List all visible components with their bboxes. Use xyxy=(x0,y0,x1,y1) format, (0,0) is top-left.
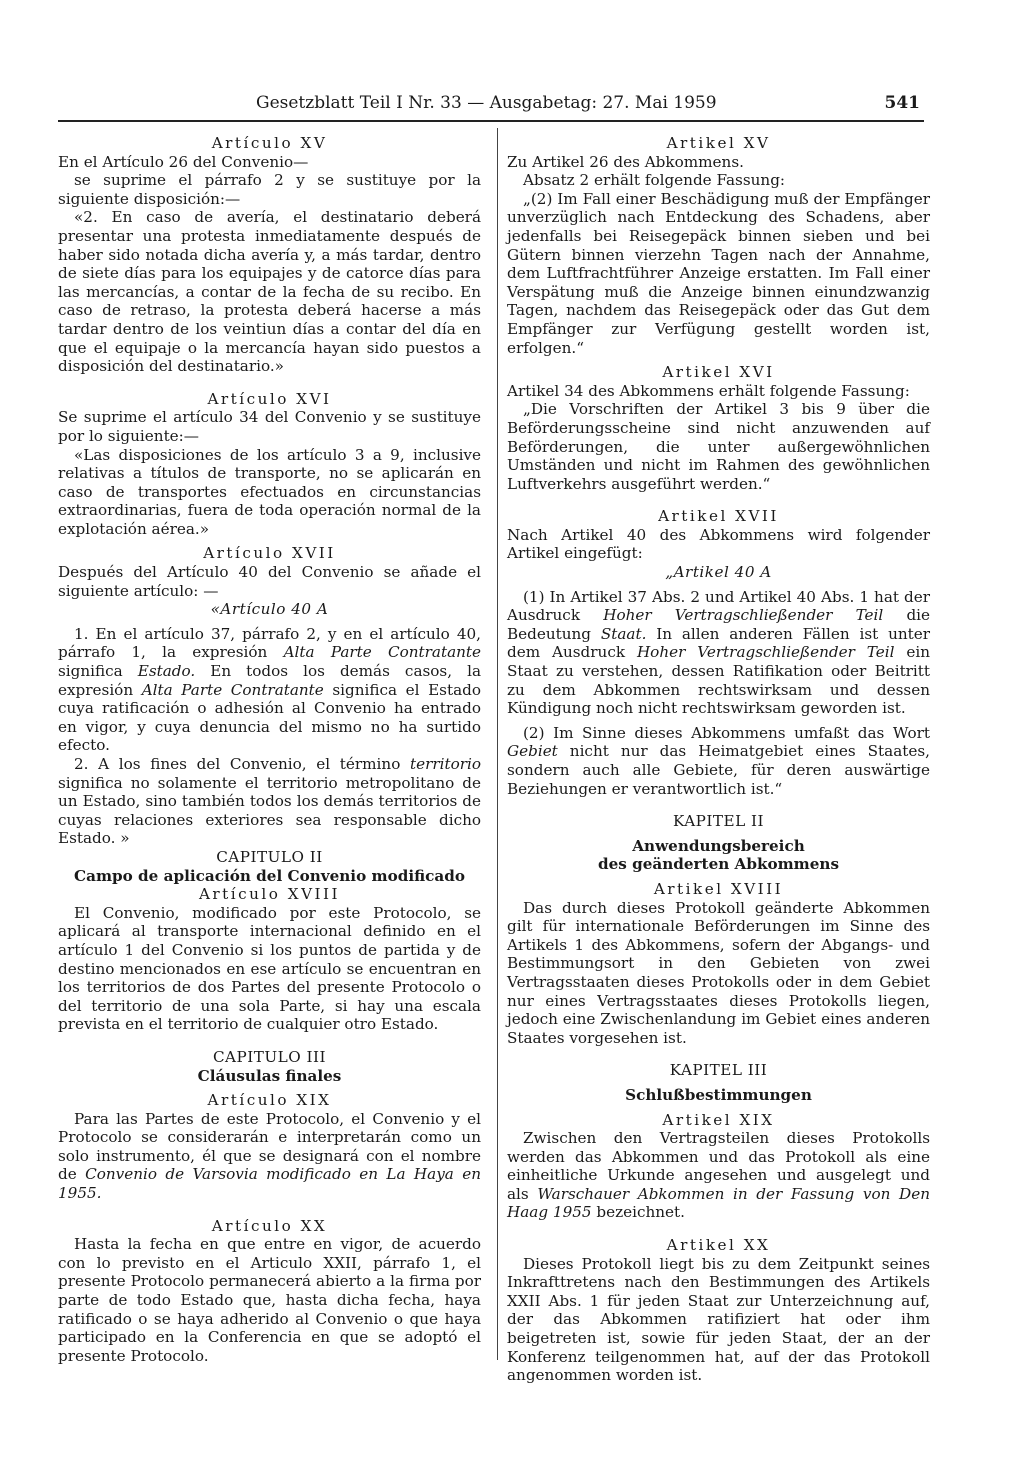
articulo-17-heading: Artículo XVII xyxy=(203,544,336,563)
artikel-15-heading: Artikel XV xyxy=(666,134,771,152)
articulo-20-text: Hasta la fecha en que entre en vigor, de acuerdo con lo previsto en el Articulo XXII, párrafo 1, el presente Protocolo permanecerá abierto a la firma por parte de todo Estado que, hasta dicha fecha, haya ratificado o se haya adherido al Convenio o que haya participado en la Conferencia en que se adoptó el presente Protocolo. xyxy=(58,1235,481,1365)
kapitel-3-heading: KAPITEL III xyxy=(669,1061,768,1080)
articulo-17-paragraph-1: 1. En el artículo 37, párrafo 2, y en el artículo 40, párrafo 1, la expresión Alta Parte Contratante significa Estado. En todos los demás casos, la expresión Alta Parte Contratante significa el Estado cuya ratificación o adhesión al Convenio ha entrado en vigor, y cuya denuncia del mismo no ha surtido efecto. xyxy=(58,624,482,755)
artikel-17-intro: Nach Artikel 40 des Abkommens wird folgender Artikel eingefügt: xyxy=(507,525,930,563)
artikel-17-paragraph-1: (1) In Artikel 37 Abs. 2 und Artikel 40 Abs. 1 hat der Ausdruck Hoher Vertragschließender Teil die Bedeutung Staat. In allen anderen Fällen ist unter dem Ausdruck Hoher Vertragschließender Teil ein Staat zu verstehen, dessen Ratifikation oder Beitritt zu dem Abkommen rechtswirksam und dessen Kündigung noch nicht rechtswirksam geworden ist. xyxy=(507,587,931,718)
articulo-40a-subheading: «Artículo 40 A xyxy=(210,600,329,619)
artikel-19-heading: Artikel XIX xyxy=(662,1110,775,1129)
articulo-16-quote: «Las disposiciones de los artículo 3 a 9, inclusive relativas a títulos de transporte, no se aplicarán en caso de transportes efectuados en circunstancias extraordinarias, fuera de toda operación normal de la explotación aérea.» xyxy=(58,445,481,538)
capitulo-3-title: Cláusulas finales xyxy=(197,1066,342,1085)
column-divider xyxy=(497,128,498,1360)
capitulo-2-heading: CAPITULO II xyxy=(216,847,323,866)
page-header xyxy=(58,92,924,122)
capitulo-3-heading: CAPITULO III xyxy=(212,1047,327,1066)
articulo-17-paragraph-2: 2. A los fines del Convenio, el término territorio significa no solamente el territorio metropolitano de un Estado, sino también todos los demás territorios de cuyas relaciones exteriores sea responsable dicho Estado. » xyxy=(58,755,481,848)
page-number: 541 xyxy=(884,93,920,113)
capitulo-2-title: Campo de aplicación del Convenio modificado xyxy=(74,866,465,885)
artikel-18-heading: Artikel XVIII xyxy=(653,879,784,898)
articulo-18-heading: Artículo XVIII xyxy=(198,885,341,904)
articulo-15-text: «2. En caso de avería, el destinatario deberá presentar una protesta inmediatamente después de haber sido notada dicha avería y, a más tardar, dentro de siete días para los equipajes y de catorce días para las mercancías, a contar de la fecha de su recibo. En caso de retraso, la protesta deberá hacerse a más tardar dentro de los veintiun días a contar del día en que el equipaje o la mercancía hayan sido puestos a disposición del destinatario.» xyxy=(58,208,481,376)
articulo-15-line1: se suprime el párrafo 2 y se sustituye por la siguiente disposición:— xyxy=(58,171,481,208)
artikel-15-intro: Zu Artikel 26 des Abkommens. xyxy=(507,152,744,171)
german-column xyxy=(507,134,930,1385)
kapitel-2-heading: KAPITEL II xyxy=(672,812,765,831)
artikel-16-intro: Artikel 34 des Abkommens erhält folgende Fassung: xyxy=(507,381,910,400)
spanish-column xyxy=(58,134,481,1365)
articulo-18-text: El Convenio, modificado por este Protocolo, se aplicará al transporte internacional definido en el artículo 1 del Convenio si los puntos de partida y de destino mencionados en ese artículo se encuentran en los territorios de dos Partes del presente Protocolo o del territorio de una sola Parte, si hay una escala prevista en el territorio de cualquier otro Estado. xyxy=(58,903,481,1034)
kapitel-2-title-line2: des geänderten Abkommens xyxy=(597,855,840,874)
articulo-19-text: Para las Partes de este Protocolo, el Convenio y el Protocolo se considerarán e interpretarán como un solo instrumento, él que se designará con el nombre de Convenio de Varsovia modificado en La Haya en 1955. xyxy=(58,1109,481,1203)
artikel-20-text: Dieses Protokoll liegt bis zu dem Zeitpunkt seines Inkrafttretens nach den Bestimmungen des Artikels XXII Abs. 1 für jeden Staat zur Unterzeichnung auf, der das Abkommen ratifiziert hat oder ihm beigetreten ist, sowie für jeden Staat, der an der Konferenz teilgenommen hat, auf der das Protokoll angenommen worden ist. xyxy=(507,1254,930,1385)
artikel-40a-subheading: „Artikel 40 A xyxy=(665,563,772,582)
articulo-16-heading: Artículo XVI xyxy=(207,389,332,408)
artikel-18-text: Das durch dieses Protokoll geänderte Abkommen gilt für internationale Beförderungen im Sinne des Artikels 1 des Abkommens, sofern der Abgangs- und Bestimmungsort in den Gebieten von zwei Vertragsstaaten dieses Protokolls oder in dem Gebiet nur eines Vertragsstaates dieses Protokolls liegen, jedoch eine Zwischenlandung im Gebiet eines anderen Staates vorgesehen ist. xyxy=(507,898,930,1047)
artikel-19-text: Zwischen den Vertragsteilen dieses Protokolls werden das Abkommen und das Protokoll als eine einheitliche Urkunde angesehen und ausgelegt und als Warschauer Abkommen in der Fassung von Den Haag 1955 bezeichnet. xyxy=(507,1129,930,1222)
artikel-17-heading: Artikel XVII xyxy=(658,507,779,526)
articulo-20-heading: Artículo XX xyxy=(211,1216,328,1235)
kapitel-3-title: Schlußbestimmungen xyxy=(625,1085,812,1104)
articulo-17-intro: Después del Artículo 40 del Convenio se añade el siguiente artículo: — xyxy=(58,563,481,600)
articulo-15-heading: Artículo XV xyxy=(211,134,328,152)
articulo-16-intro: Se suprime el artículo 34 del Convenio y se sustituye por lo siguiente:— xyxy=(58,408,481,445)
articulo-19-heading: Artículo XIX xyxy=(207,1091,332,1110)
artikel-20-heading: Artikel XX xyxy=(666,1236,771,1255)
kapitel-2-title-line1: Anwendungsbereich xyxy=(632,836,805,855)
artikel-16-quote: „Die Vorschriften der Artikel 3 bis 9 über die Beförderungsscheine sind nicht anzuwenden auf Beförderungen, die unter außergewöhnlichen Umständen und nicht im Rahmen des gewöhnlichen Luftverkehrs ausgeführt werden.“ xyxy=(507,400,930,493)
artikel-15-text: „(2) Im Fall einer Beschädigung muß der Empfänger unverzüglich nach Entdeckung des Schadens, aber jedenfalls bei Reisegepäck binnen sieben und bei Gütern binnen vierzehn Tagen nach der Annahme, dem Luftfrachtführer Anzeige erstatten. Im Fall einer Verspätung muß die Anzeige binnen einundzwanzig Tagen, nachdem das Reisegepäck oder das Gut dem Empfänger zur Verfügung gestellt worden ist, erfolgen.“ xyxy=(507,189,930,357)
artikel-17-paragraph-2: (2) Im Sinne dieses Abkommens umfaßt das Wort Gebiet nicht nur das Heimatgebiet eines Staates, sondern auch alle Gebiete, für deren auswärtige Beziehungen er verantwortlich ist.“ xyxy=(507,723,930,798)
artikel-15-line1: Absatz 2 erhält folgende Fassung: xyxy=(523,171,786,190)
articulo-15-intro: En el Artículo 26 del Convenio— xyxy=(58,152,309,171)
artikel-16-heading: Artikel XVI xyxy=(662,363,775,382)
header-title: Gesetzblatt Teil I Nr. 33 — Ausgabetag: 27. Mai 1959 xyxy=(256,93,717,113)
